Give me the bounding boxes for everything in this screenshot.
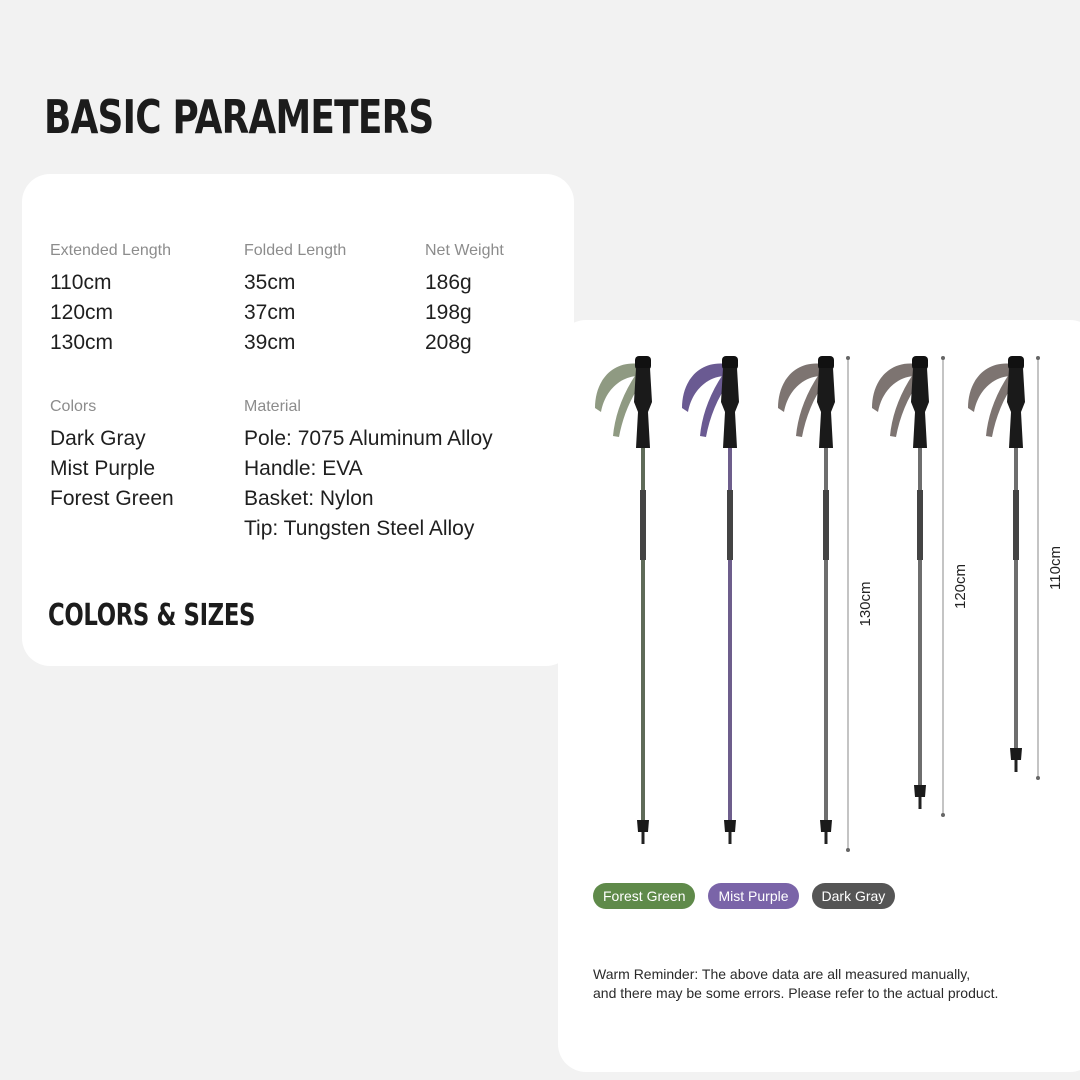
material-value: Handle: EVA — [244, 457, 363, 480]
size-marker-cap — [846, 356, 850, 360]
size-marker-cap — [941, 356, 945, 360]
pole-handle-top — [1008, 356, 1024, 370]
size-marker — [846, 356, 874, 852]
material-label: Material — [244, 398, 301, 415]
trekking-pole — [778, 356, 835, 844]
folded-length-value: 39cm — [244, 331, 296, 354]
folded-length-label: Folded Length — [244, 242, 347, 259]
pole-basket — [637, 820, 649, 832]
pole-tip — [919, 797, 922, 809]
pole-lock — [727, 490, 733, 560]
net-weight-value: 186g — [425, 271, 472, 294]
trekking-pole — [682, 356, 739, 844]
section-title: COLORS & SIZES — [48, 598, 256, 633]
extended-length-value: 110cm — [50, 271, 112, 294]
parameters-card — [22, 174, 574, 666]
pole-lock — [823, 490, 829, 560]
colors-column — [50, 398, 174, 514]
net-weight-column — [425, 242, 504, 358]
pole-tip — [1015, 760, 1018, 772]
reminder-line: Warm Reminder: The above data are all measured manually, — [593, 966, 971, 982]
pole-basket — [914, 785, 926, 797]
color-tag-mist-purple: Mist Purple — [708, 883, 798, 909]
size-marker — [1036, 356, 1064, 780]
pole-lock — [640, 490, 646, 560]
material-value: Tip: Tungsten Steel Alloy — [244, 517, 475, 540]
pole-handle-top — [635, 356, 651, 370]
pole-handle — [1007, 368, 1025, 448]
size-marker — [941, 356, 969, 817]
size-marker-cap — [941, 813, 945, 817]
pole-handle — [817, 368, 835, 448]
trekking-pole — [872, 356, 929, 809]
colors-value: Forest Green — [50, 487, 174, 510]
pole-handle-top — [912, 356, 928, 370]
warm-reminder — [593, 965, 1063, 1003]
trekking-pole — [968, 356, 1025, 772]
net-weight-value: 208g — [425, 331, 472, 354]
colors-value: Dark Gray — [50, 427, 146, 450]
colors-label: Colors — [50, 398, 97, 415]
net-weight-label: Net Weight — [425, 242, 504, 259]
folded-length-value: 37cm — [244, 301, 296, 324]
material-column — [244, 398, 493, 544]
pole-lock — [1013, 490, 1019, 560]
reminder-line: and there may be some errors. Please refer to the actual product. — [593, 985, 999, 1001]
pole-basket — [1010, 748, 1022, 760]
color-tags — [593, 883, 895, 909]
folded-length-value: 35cm — [244, 271, 296, 294]
pole-handle — [721, 368, 739, 448]
pole-handle-top — [722, 356, 738, 370]
extended-length-value: 120cm — [50, 301, 114, 324]
size-marker-label: 130cm — [857, 581, 874, 627]
folded-length-column — [244, 242, 346, 358]
size-marker-cap — [846, 848, 850, 852]
extended-length-column — [50, 242, 171, 358]
colors-value: Mist Purple — [50, 457, 156, 480]
pole-tip — [729, 832, 732, 844]
trekking-poles-figure — [558, 320, 1080, 860]
pole-tip — [825, 832, 828, 844]
pole-tip — [642, 832, 645, 844]
material-value: Pole: 7075 Aluminum Alloy — [244, 427, 493, 450]
pole-basket — [820, 820, 832, 832]
size-marker-cap — [1036, 776, 1040, 780]
extended-length-value: 130cm — [50, 331, 114, 354]
pole-handle-top — [818, 356, 834, 370]
material-value: Basket: Nylon — [244, 487, 374, 510]
pole-shaft — [1014, 442, 1018, 748]
size-marker-cap — [1036, 356, 1040, 360]
pole-handle — [634, 368, 652, 448]
size-marker-label: 120cm — [952, 563, 969, 610]
size-marker-label: 110cm — [1047, 546, 1064, 590]
colors-sizes-card — [558, 320, 1080, 1072]
pole-handle — [911, 368, 929, 448]
trekking-pole — [595, 356, 652, 844]
extended-length-label: Extended Length — [50, 242, 171, 259]
pole-lock — [917, 490, 923, 560]
color-tag-dark-gray: Dark Gray — [812, 883, 896, 909]
color-tag-forest-green: Forest Green — [593, 883, 695, 909]
page-title: BASIC PARAMETERS — [44, 90, 434, 144]
net-weight-value: 198g — [425, 301, 472, 324]
pole-basket — [724, 820, 736, 832]
